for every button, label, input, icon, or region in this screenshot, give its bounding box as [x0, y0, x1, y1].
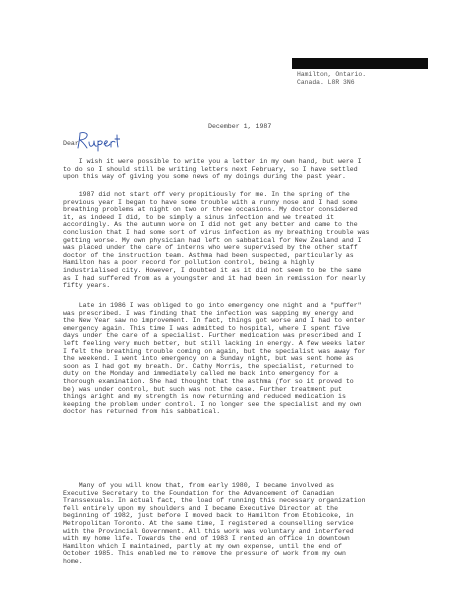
- address-line: Canada. L8R 3N6: [297, 78, 355, 86]
- text-line: with my home life. Towards the end of 1983 I rented an office in downtown: [63, 535, 350, 543]
- text-line: emergency again. This time I was admitted to hospital, where I spent five: [63, 324, 350, 332]
- text-line: be) was under control, but such was not the case. Further treatment put: [63, 385, 342, 393]
- paragraph-foundation: [63, 482, 403, 566]
- handwritten-name-rupert: [74, 130, 120, 152]
- text-line: beginning of 1982, just before I moved back to Hamilton from Etobicoke, in: [63, 512, 354, 520]
- text-line: things aright and my strength is now returning and reduced medication is: [63, 393, 346, 401]
- text-line: accordingly. As the autumn wore on I did not get any better and came to the: [63, 221, 358, 229]
- text-line: I wish it were possible to write you a letter in my own hand, but were I: [63, 158, 362, 165]
- text-line: home.: [63, 557, 83, 565]
- text-line: Hamilton has a poor record for pollution control, being a highly: [63, 259, 315, 267]
- text-line: Hamilton which I maintained, partly at my own expense, until the end of: [63, 542, 342, 550]
- text-line: I felt the breathing trouble coming on again, but the specialist was away for: [63, 347, 366, 355]
- text-line: Metropolitan Toronto. At the same time, I registered a counselling service: [63, 519, 354, 527]
- text-line: duty on the Monday and immediately called me back into emergency for a: [63, 370, 339, 378]
- text-line: breathing problems at night on two or three occasions. My doctor considered: [63, 206, 358, 214]
- letter-date: December 1, 1987: [208, 123, 272, 130]
- text-line: fell entirely upon my shoulders and I became Executive Director at the: [63, 504, 339, 512]
- text-line: thorough examination. She had thought that the asthma (for so it proved to: [63, 377, 354, 385]
- text-line: with the Provincial Government. All this work was voluntary and interfered: [63, 527, 354, 535]
- text-line: upon this way of giving you some news of my doings during the past year.: [63, 173, 346, 181]
- text-line: industrialised city. However, I doubted it as it did not seem to be the same: [63, 266, 362, 274]
- text-line: was placed under the care of interns who were supervised by the other staff: [63, 244, 358, 252]
- paragraph-intro: [63, 158, 403, 181]
- text-line: to do so I should still be writing letters next February, so I have settled: [63, 165, 358, 173]
- text-line: previous year I began to have some trouble with a runny nose and I had some: [63, 198, 358, 206]
- paragraph-1987: [63, 191, 403, 290]
- text-line: Many of you will know that, from early 1980, I became involved as: [63, 482, 335, 489]
- text-line: soon as I had got my breath. Dr. Cathy Morris, the specialist, returned to: [63, 362, 354, 370]
- text-line: doctor has returned from his sabbatical.: [63, 408, 221, 416]
- sender-address: [297, 71, 366, 86]
- text-line: fifty years.: [63, 282, 111, 290]
- address-line: Hamilton, Ontario.: [297, 71, 367, 78]
- text-line: Late in 1986 I was obliged to go into emergency one night and a "puffer": [63, 302, 362, 309]
- text-line: Transsexuals. In actual fact, the load of running this necessary organization: [63, 497, 366, 505]
- text-line: getting worse. My own physician had left on sabbatical for New Zealand and I: [63, 236, 362, 244]
- paragraph-1986: [63, 302, 403, 416]
- salutation-word: Dear: [63, 140, 79, 147]
- text-line: was prescribed. I was finding that the infection was sapping my energy and: [63, 309, 354, 317]
- text-line: it, as indeed I did, to be simply a sinus infection and we treated it: [63, 213, 335, 221]
- text-line: October 1985. This enabled me to remove the pressure of work from my own: [63, 550, 346, 558]
- text-line: left feeling very much better, but still lacking in energy. A few weeks later: [63, 339, 366, 347]
- text-line: the New Year saw no improvement. In fact, things got worse and I had to enter: [63, 317, 366, 325]
- text-line: the weekend. I went into emergency on a Sunday night, but was sent home as: [63, 355, 354, 363]
- text-line: conclusion that I had some sort of virus infection as my breathing trouble was: [63, 228, 370, 236]
- text-line: keeping the problem under control. I no longer see the specialist and my own: [63, 400, 362, 408]
- redacted-name-block: [292, 58, 428, 69]
- text-line: days under the care of a specialist. Further medication was prescribed and I: [63, 332, 362, 340]
- text-line: as I had suffered from as a youngster and it had been in remission for nearly: [63, 274, 366, 282]
- text-line: 1987 did not start off very propitiously for me. In the spring of the: [63, 191, 350, 198]
- text-line: Executive Secretary to the Foundation for the Advancement of Canadian: [63, 489, 335, 497]
- text-line: doctor of the instruction team. Asthma had been suspected, particularly as: [63, 251, 354, 259]
